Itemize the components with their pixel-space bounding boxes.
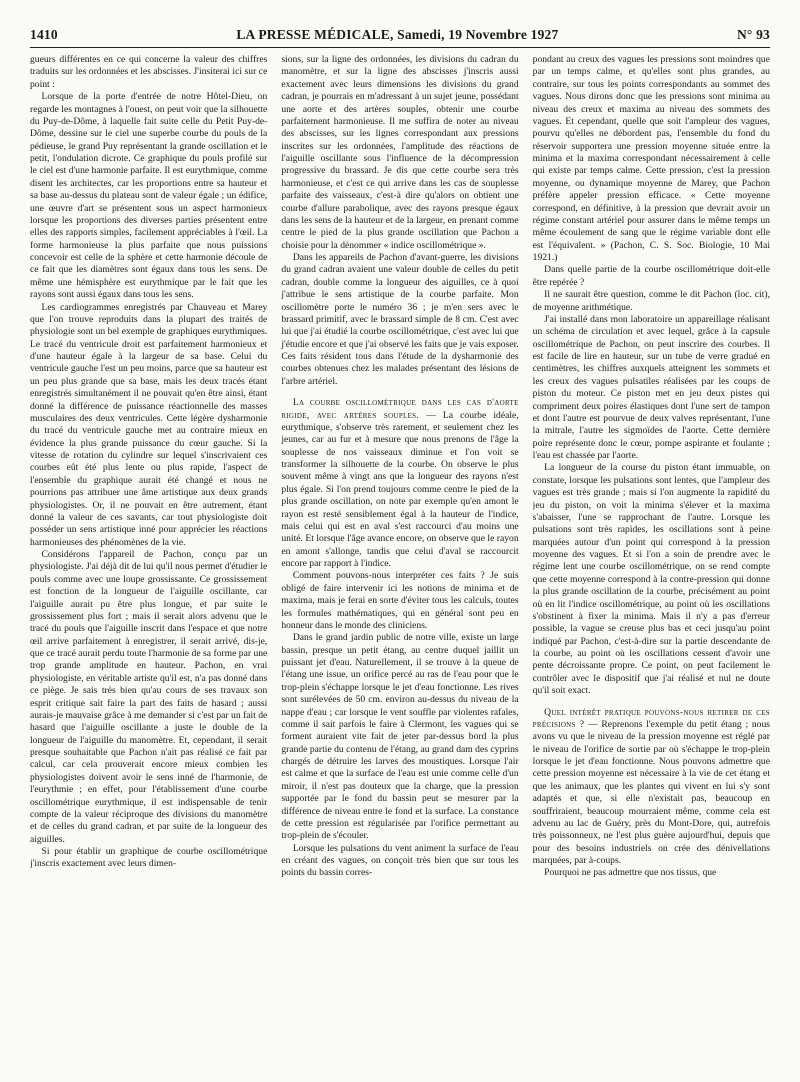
paragraph (30, 846, 267, 871)
paragraph (281, 252, 518, 388)
issue-date: Samedi, 19 Novembre 1927 (397, 27, 559, 42)
paragraph-text: Lorsque de la porte d'entrée de notre Hôtel-Dieu, on regarde les montagnes à l'ouest, on peut voir que la silhouette du Puy-de-Dôme, à laquelle fait suite celle du Petit Puy-de-Dôme, dessine sur le ciel une superbe courbe du pouls de la pédieuse, le grand Puy représentant la grande oscillation et le petit, l'ondulation dicrote. Ce graphique du pouls profilé sur le ciel est d'une harmonie parfaite. Il est eurythmique, comme disent les architectes, car les proportions entre sa hauteur et sa base au-dessus du plateau sont de valeur égale ; un édifice, une œuvre d'art se présentent sous un aspect harmonieux lorsque les proportions des diverses parties présentent entre elles des rapports simples, facilement appréciables à l'œil. La forme harmonieuse la plus parfaite que nous puissions concevoir est celle de la sphère et cette harmonie découle de ce fait que les diamètres sont égaux dans tous les sens. De même une hémisphère est eurythmique par le fait que les rayons sont aussi égaux dans tous les sens. (30, 91, 268, 301)
paragraph-text: J'ai installé dans mon laboratoire un appareillage réalisant un schéma de circulation et avec lequel, grâce à la capsule oscillométrique de Pachon, on peut inscrire des courbes. Il est facile de lire en hauteur, sur un tube de verre gradué en centimètres, les chiffres auxquels atteignent les sommets et les creux des vagues pulsatiles réalisées par les coups de piston du moteur. Ce piston met en jeu deux pistes qui compriment deux poires élastiques dont l'une sert de tampon et dont l'autre est pourvue de deux valves représentant, l'une la mitrale, l'autre les sigmoïdes de l'aorte. Cette dernière poire représente donc le cœur, pompe aspirante et foulante ; l'eau est chassée par l'aorte. (532, 313, 770, 461)
paragraph (533, 314, 770, 463)
paragraph-text: La longueur de la course du piston étant immuable, on constate, lorsque les pulsations sont lentes, que l'ampleur des vagues est très grande ; mais si l'on augmente la rapidité du jeu du piston, on voit la minima s'élever et la maxima s'abaisser, l'une se rapprochant de l'autre. Lorsque les pulsations sont très rapides, les oscillations sont à peine marquées autour d'un point qui correspond à la pression moyenne des vagues. Et si l'on a soin de prendre avec le régime lent une courbe oscillométrique, on se rend compte que cette moyenne correspond à la contre-pression qui donne la plus grande oscillation de la courbe, précisément au point où en lit l'indice oscillométrique, au point où les oscillations s'obstinent à fixer la minima. Mais il n'y a pas d'erreur possible, la vague se creuse plus bas et ceci jusqu'au point indiqué par Pachon, c'est-à-dire sur la partie descendante de la courbe, au point où les oscillations cessent d'avoir une pente décroissante propre. Ce point, on peut facilement le contrôler avec le dispositif que j'ai réalisé et nul ne doute qu'il soit exact. (532, 462, 770, 697)
section-heading: La courbe oscillométrique dans les cas d'aorte rigide, avec artères souples. (281, 397, 519, 421)
paragraph (30, 91, 267, 301)
column-1 (30, 54, 267, 1068)
column-3 (533, 54, 770, 1068)
paragraph (281, 397, 518, 570)
header-divider (30, 47, 770, 48)
section-heading: Quel intérêt pratique pouvons-nous retirer de ces précisions ? (532, 706, 770, 730)
paragraph-text: pondant au creux des vagues les pressions sont moindres que par un temps calme, et qu'elles sont plus grandes, au contraire, sur tous les points correspondants au sommet des vagues. Nous dirons donc que les pressions sont minima au niveau des creux et maxima au niveau des sommets des vagues. Et cependant, quelle que soit l'ampleur des vagues, pourvu qu'elles ne débordent pas, l'ensemble du fond du réservoir supportera une pression moyenne située entre la minima et la maxima correspondant nécessairement à celle qui existe par temps calme. Cette pression, c'est la pression moyenne, ou dynamique moyenne de Marey, que Pachon préfère appeler pression efficace. « Cette moyenne correspond, en définitive, à la pression que devrait avoir un régime constant artériel pour assurer dans le même temps un même écoulement de sang que le régime variable dont elle est l'équivalent. » (Pachon, C. S. Soc. Biologie, 10 Mai 1921.) (532, 54, 770, 263)
paragraph-text: Considérons l'appareil de Pachon, conçu par un physiologiste. J'ai déjà dit de lui qu'il nous permet d'étudier le pouls comme avec une loupe grossissante. Ce grossissement est fonction de la longueur de l'aiguille oscillante, car l'aiguille aurait pu être plus longue, et par suite le grossissement plus fort ; mais il serait alors advenu que le tracé du pouls que l'aiguille inscrit dans l'espace et que notre œil arrive parfaitement à enregistrer, il serait arrivé, dis-je, que ce tracé aurait perdu toute l'harmonie de sa forme par une trop grande amplitude en hauteur. Pachon, en vrai physiologiste, en véritable artiste qu'il est, n'a pas donné dans ce piège. Je sais très bien qu'au cours de ses travaux son esprit critique sait faire la part des faits de hasard ; aussi aurais-je mauvaise grâce à me demander si c'est par un fait de hasard que l'aiguille oscillante a juste le double de la longueur de l'aiguille du manomètre. Et, cependant, il serait presque souhaitable que Pachon n'ait pas réalisé ce fait par calcul, car cela prouverait encore mieux combien les physiologistes doivent avoir le sens inné de l'harmonie, de l'eurythmie ; en effet, pour l'établissement d'une courbe oscillométrique eurythmique, il est indispensable de tenir compte de la valeur réciproque des divisions du manomètre et de celles du grand cadran, et par suite de la longueur des aiguilles. (30, 549, 268, 845)
paragraph (533, 867, 770, 879)
paragraph (533, 289, 770, 314)
paragraph-text: Si pour établir un graphique de courbe oscillométrique j'inscris exactement avec leurs dimen- (30, 846, 268, 870)
paragraph-text: sions, sur la ligne des ordonnées, les divisions du cadran du manomètre, et sur la ligne des abscisses j'inscris aussi exactement avec leurs dimensions les divisions du grand cadran, je pourrais en m'adressant à un sujet jeune, possédant une aorte et des artères souples, obtenir une courbe parfaitement harmonieuse. Il me suffira de noter au niveau des abscisses, sur les lignes correspondant aux pressions inscrites sur les ordonnées, l'amplitude des réactions de l'aiguille oscillante sous l'influence de la décompression progressive du brassard. Je dis que cette courbe sera très harmonieuse, et c'est ce qui arrive dans les cas de souplesse parfaite des vaisseaux, c'est-à dire qu'alors on obtient une courbe d'allure parabolique, avec des rayons presque égaux dans les sens de la hauteur et de la largeur, en prenant comme centre le pied de la plus grande oscillation que Pachon a choisie pour la dénommer « indice oscillométrique ». (281, 54, 519, 251)
paragraph-text: Pourquoi ne pas admettre que nos tissus, que (544, 867, 717, 879)
paragraph-text: — La courbe idéale, eurythmique, s'observe très rarement, et seulement chez les jeunes, car au fur et à mesure que nous prenons de l'âge la souplesse de nos vaisseaux diminue et l'on voit se transformer la silhouette de la courbe. On observe le plus souvent même à vingt ans que la longueur des rayons n'est plus égale. Si l'on prend toujours comme centre le pied de la plus grande oscillation, on note par exemple qu'en amont le rayon est resté sensiblement égal à la hauteur de l'indice, mais celui qui est en aval s'est raccourci d'au moins une unité. Et lorsque l'âge avance encore, on observe que le rayon en amont s'allonge, tandis que celui d'aval se raccourcit encore par rapport à l'indice. (281, 409, 519, 569)
paragraph (533, 462, 770, 697)
page-header (30, 24, 770, 46)
paragraph (30, 549, 267, 846)
paragraph (30, 302, 267, 550)
paragraph (281, 632, 518, 842)
paragraph-text: Il ne saurait être question, comme le dit Pachon (loc. cit), de moyenne arithmétique. (532, 289, 770, 313)
running-title (236, 27, 558, 43)
paragraph (533, 54, 770, 264)
paragraph-text: Dans quelle partie de la courbe oscillométrique doit-elle être repérée ? (532, 264, 770, 288)
paragraph (533, 707, 770, 868)
paragraph (281, 570, 518, 632)
paragraph (281, 54, 518, 252)
paragraph (533, 264, 770, 289)
paragraph-text: Dans les appareils de Pachon d'avant-guerre, les divisions du grand cadran avaient une valeur double de celles du petit cadran, double comme la longueur des aiguilles, ce à quoi j'attribue le sens artistique de la courbe parfaite. Mon oscillomètre porte le numéro 36 ; je m'en sers avec le brassard primitif, avec le brassard simple de 8 cm. C'est avec lui que j'ai étudié la courbe oscillométrique, c'est avec lui que j'étudie encore et que j'ai observé les faits que je vais exposer. Ces faits résident tous dans l'étude de la dysharmonie des courbes obtenues chez les malades présentant des lésions de l'arbre artériel. (281, 252, 519, 387)
column-2 (281, 54, 518, 1068)
paragraph-text: — Reprenons l'exemple du petit étang ; nous avons vu que le niveau de la pression moyenne est réglé par le niveau de l'orifice de sortie par où s'échappe le trop-plein lorsque le jet d'eau fonctionne. Nous pouvons admettre que cette pression moyenne est nécessaire à la vie de cet étang et que les animaux, que les plantes qui vivent en lui s'y sont adaptés et que, si elle n'existait pas, beaucoup en souffriraient, beaucoup mourraient même, comme cela est advenu au lac de Guéry, près du Mont-Dore, qui, autrefois très poissonneux, ne l'est plus guère aujourd'hui, depuis que pour des besoins industriels on crée des dénivellations marquées, par à-coups. (532, 718, 770, 866)
paragraph-text: Les cardiogrammes enregistrés par Chauveau et Marey que l'on trouve reproduits dans la plupart des traités de physiologie sont un bel exemple de graphiques eurythmiques. Le tracé du ventricule droit est parfaitement harmonieux et d'une hauteur égale à la largeur de sa base. Celui du ventricule gauche l'est un peu moins, parce que sa hauteur est un peu plus grande que sa base, mais les deux tracés étant enregistrés simultanément il ne pouvait qu'en être ainsi, étant donné la différence de puissance réactionnelle des masses musculaires des deux ventricules. Cette légère dysharmonie du tracé du ventricule gauche met au contraire mieux en évidence la plus grande puissance du cœur gauche. Si la vitesse de rotation du cylindre sur lequel s'inscrivaient ces courbes eût été plus lente ou plus rapide, l'aspect de l'ensemble du graphique aurait été changé et nous ne pourrions pas attribuer une âme artistique aux deux grands physiologistes. Or, il ne pouvait en être autrement, étant donné la valeur de ces savants, car tout physiologiste doit posséder un sens artistique inné pour apprécier les réactions harmonieuses des phénomènes de la vie. (30, 301, 268, 548)
paragraph-text: Dans le grand jardin public de notre ville, existe un large bassin, presque un petit étang, au centre duquel jaillit un puissant jet d'eau. Naturellement, il se trouve à la queue de l'étang une issue, un orifice percé au ras de l'eau pour que le trop-plein s'échappe lorsque le jet d'eau fonctionne. Les rives sont surélevées de 50 cm. environ au-dessus du niveau de la nappe d'eau ; car lorsque le vent souffle par violentes rafales, comme il sait parfois le faire à Clermont, les vagues qui se forment auraient vite fait de jeter par-dessus bord la plus grande partie du contenu de l'étang, au grand dam des cyprins chargés de détruire les larves des moustiques. Lorsque l'air est calme et que la surface de l'eau est unie comme celle d'un miroir, il n'est pas douteux que la charge, que la pression supportée par le fond du bassin peut se mesurer par la différence de niveau entre le fond et la surface. La constance de cette pression est régularisée par l'orifice permettant au trop-plein de s'écouler. (281, 632, 519, 842)
page-number: 1410 (30, 27, 58, 42)
paragraph (281, 843, 518, 880)
paragraph (30, 54, 267, 91)
paragraph-text: gueurs différentes en ce qui concerne la valeur des chiffres traduits sur les ordonnées et les abscisses. J'insiterai ici sur ce point : (30, 54, 268, 90)
publication-name: LA PRESSE MÉDICALE, (236, 27, 394, 42)
text-columns (30, 54, 770, 1068)
issue-number: N° 93 (736, 27, 770, 42)
paragraph-text: Lorsque les pulsations du vent animent la surface de l'eau en créant des vagues, on conçoit très bien que sur tous les points du bassin corres- (281, 842, 519, 879)
paragraph-text: Comment pouvons-nous interpréter ces faits ? Je suis obligé de faire intervenir ici les notions de minima et de maxima, mais je ferai en sorte d'éviter tous les calculs, toutes les formules mathématiques, qui en général sont peu en honneur dans le monde des cliniciens. (281, 570, 519, 631)
